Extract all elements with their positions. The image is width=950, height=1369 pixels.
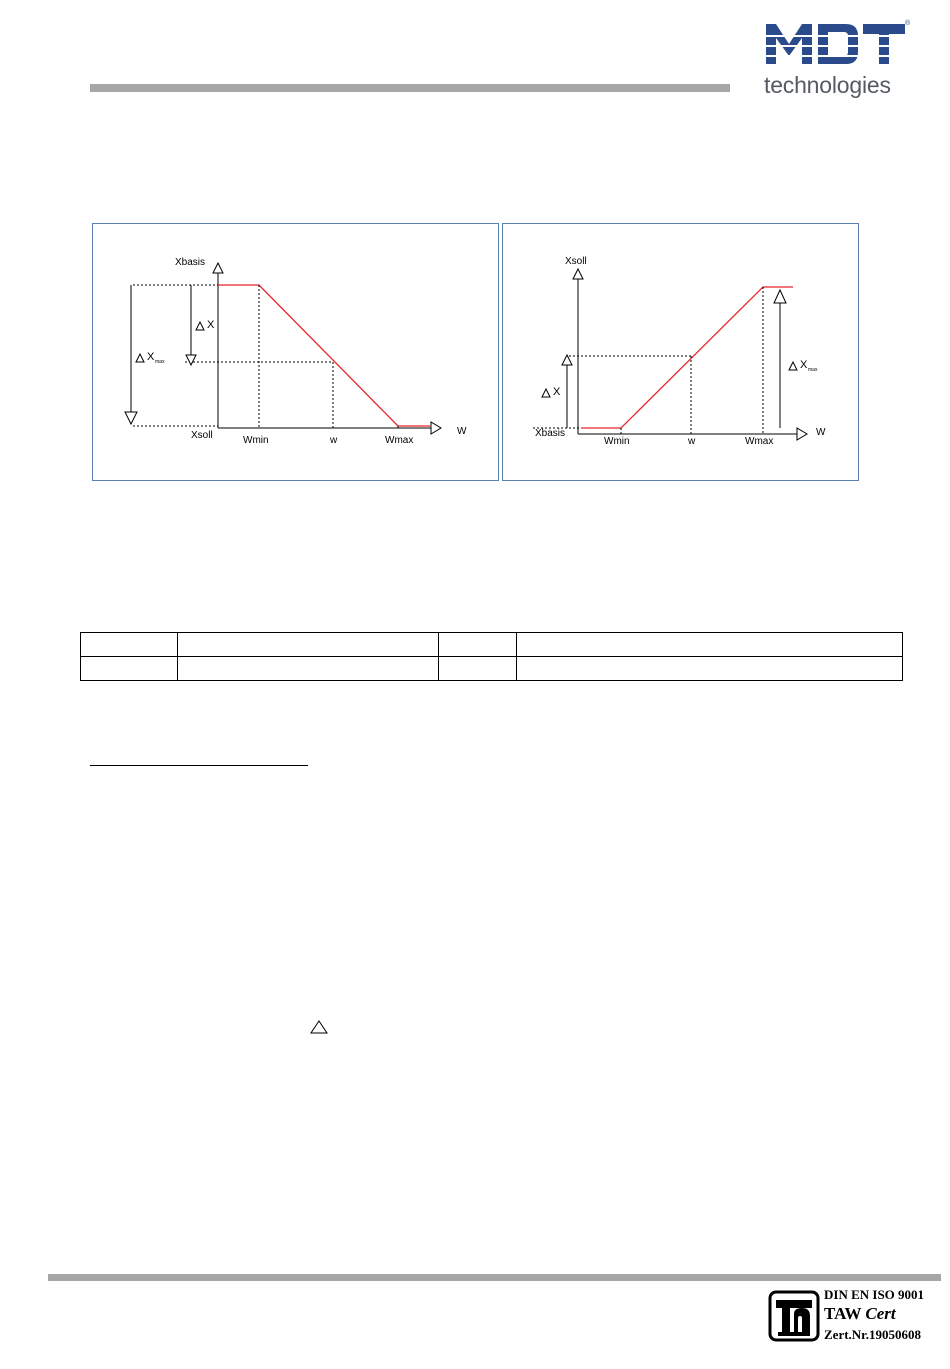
x-tick-wmin: Wmin	[243, 435, 269, 446]
y-axis-label: Xbasis	[175, 257, 206, 268]
origin-label: Xsoll	[191, 430, 213, 441]
cert-line-2-b: Cert	[865, 1304, 896, 1323]
delta-xmax-label: X	[800, 359, 808, 371]
diagram-right	[502, 223, 859, 481]
mdt-logo-mark	[762, 18, 912, 74]
logo-subtitle: technologies	[764, 72, 891, 98]
x-tick-wmin: Wmin	[604, 436, 630, 447]
iso-certificate	[768, 1287, 943, 1345]
table-cell	[81, 633, 178, 657]
x-axis-label: W	[457, 426, 467, 437]
x-tick-wmax: Wmax	[745, 436, 774, 447]
cert-line-3: Zert.Nr.19050608	[824, 1327, 922, 1342]
table-cell	[517, 657, 903, 681]
delta-xmax-sub: max	[808, 367, 818, 373]
x-tick-w: w	[330, 435, 338, 446]
delta-x-label: X	[207, 319, 215, 331]
x-axis-label: W	[816, 427, 826, 438]
y-axis-label: Xsoll	[565, 256, 587, 267]
table-cell	[517, 633, 903, 657]
delta-xmax-label: X	[147, 351, 155, 363]
x-tick-wmax: Wmax	[385, 435, 414, 446]
table-row	[81, 633, 903, 657]
table-cell	[81, 657, 178, 681]
registered-mark: ®	[905, 20, 911, 27]
parameter-table	[80, 632, 903, 681]
delta-xmax-sub: max	[155, 359, 165, 365]
origin-label: Xbasis	[535, 428, 566, 439]
diagram-left	[92, 223, 499, 481]
table-row	[81, 657, 903, 681]
cert-line-2	[824, 1304, 896, 1324]
mdt-logo	[762, 18, 912, 100]
delta-x-label: X	[553, 386, 561, 398]
cert-line-1: DIN EN ISO 9001	[824, 1287, 925, 1302]
footer-rule	[48, 1274, 941, 1281]
table-cell	[177, 633, 438, 657]
header-rule	[90, 84, 730, 92]
table-cell	[438, 657, 517, 681]
section-underline	[90, 765, 308, 766]
table-cell	[177, 657, 438, 681]
delta-triangle-icon	[309, 1019, 329, 1035]
cert-line-2-a: TAW	[824, 1304, 866, 1323]
x-tick-w: w	[688, 436, 696, 447]
table-cell	[438, 633, 517, 657]
taw-cert-icon	[768, 1290, 820, 1342]
